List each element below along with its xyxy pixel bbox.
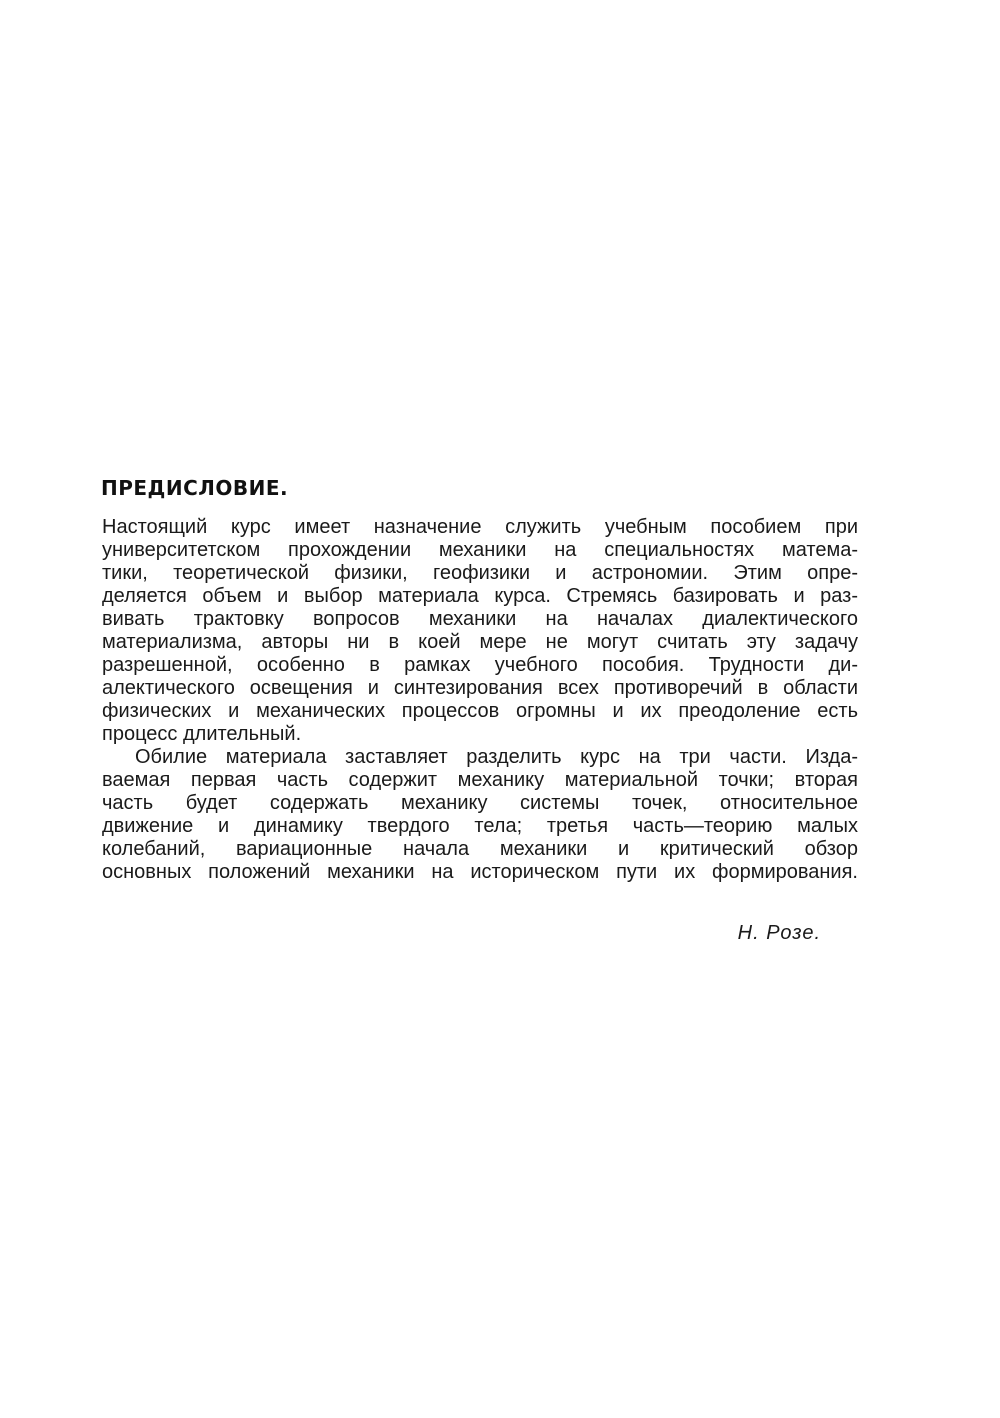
preface-body xyxy=(102,516,858,884)
paragraph-2-line: Обилие материала заставляет разделить курс на три части. Изда- xyxy=(135,746,858,768)
paragraph-1-line: алектического освещения и синтезирования всех противоречий в области xyxy=(102,677,858,699)
paragraph-1-line: физических и механических процессов огромны и их преодоление есть xyxy=(102,700,858,722)
paragraph-1-line: разрешенной, особенно в рамках учебного пособия. Трудности ди- xyxy=(102,654,858,676)
author-signature: Н. Розе. xyxy=(737,922,821,944)
paragraph-1-line: Настоящий курс имеет назначение служить учебным пособием при xyxy=(102,516,858,538)
paragraph-2-line: движение и динамику твердого тела; третья часть—теорию малых xyxy=(102,815,858,837)
paragraph-1-line: деляется объем и выбор материала курса. Стремясь базировать и раз- xyxy=(102,585,858,607)
preface-heading: ПРЕДИСЛОВИЕ. xyxy=(101,476,289,500)
paragraph-1-line: тики, теоретической физики, геофизики и астрономии. Этим опре- xyxy=(102,562,858,584)
paragraph-1-line: университетском прохождении механики на специальностях матема- xyxy=(102,539,858,561)
paragraph-2-line: основных положений механики на историческом пути их формирования. xyxy=(102,861,858,883)
paragraph-2-line: часть будет содержать механику системы точек, относительное xyxy=(102,792,858,814)
paragraph-1-line: вивать трактовку вопросов механики на началах диалектического xyxy=(102,608,858,630)
paragraph-2-line: колебаний, вариационные начала механики и критический обзор xyxy=(102,838,858,860)
paragraph-1-line: процесс длительный. xyxy=(102,723,302,745)
paragraph-1-line: материализма, авторы ни в коей мере не могут считать эту задачу xyxy=(102,631,858,653)
paragraph-2-line: ваемая первая часть содержит механику материальной точки; вторая xyxy=(102,769,858,791)
